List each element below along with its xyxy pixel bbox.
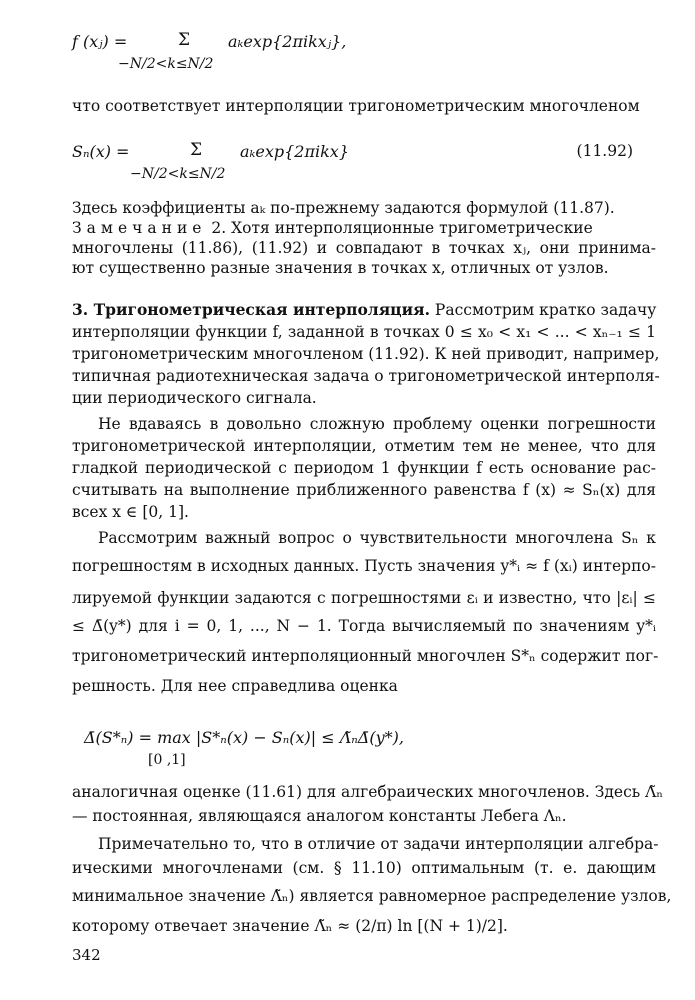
section-heading-rest: Рассмотрим кратко задачу: [434, 301, 657, 319]
text-line: многочлены (11.86), (11.92) и совпадают в точках xⱼ, они принима-: [72, 239, 656, 257]
text-line: погрешностям в исходных данных. Пусть значения y*ᵢ ≈ f (xᵢ) интерпо-: [72, 557, 656, 575]
text-line: аналогичная оценке (11.61) для алгебраических многочленов. Здесь Λ̃ₙ: [72, 783, 664, 801]
equation-sn-limits: −N/2<k≤N/2: [130, 166, 226, 182]
text-line: минимальное значение Λ̃ₙ) является равномерное распределение узлов,: [72, 887, 672, 905]
section-heading-line: [72, 300, 656, 320]
text-line: всех x ∈ [0, 1].: [72, 503, 189, 521]
text-line: считывать на выполнение приближенного равенства f (x) ≈ Sₙ(x) для: [72, 481, 656, 499]
text-line: что соответствует интерполяции тригонометрическим многочленом: [72, 97, 640, 115]
text-line: ют существенно разные значения в точках x, отличных от узлов.: [72, 259, 609, 277]
equation-sn-rhs: aₖexp{2πikx}: [240, 142, 349, 161]
text-line: которому отвечает значение Λ̃ₙ ≈ (2/π) ln [(N + 1)/2].: [72, 917, 508, 935]
text-line: гладкой периодической с периодом 1 функции f есть основание рас-: [72, 459, 656, 477]
text-line: ≤ Δ̄(y*) для i = 0, 1, ..., N − 1. Тогда вычисляемый по значениям y*ᵢ: [72, 617, 656, 635]
remark-rest: 2. Хотя интерполяционные: [211, 219, 435, 237]
estimate-equation: Δ̄(S*ₙ) = max |S*ₙ(x) − Sₙ(x)| ≤ Λ̃ₙΔ̄(y*),: [84, 728, 404, 747]
text-line: Не вдаваясь в довольно сложную проблему оценки погрешности: [98, 415, 656, 433]
text-line: типичная радиотехническая задача о тригонометрической интерполя-: [72, 367, 660, 385]
remark-tail: тригометрические: [439, 219, 593, 237]
text-line: лируемой функции задаются с погрешностями εᵢ и известно, что |εᵢ| ≤: [72, 589, 656, 607]
estimate-equation-limits: [0 ,1]: [148, 752, 186, 768]
text-line: ции периодического сигнала.: [72, 389, 317, 407]
equation-sn-sigma: Σ: [190, 140, 203, 160]
equation-f-limits: −N/2<k≤N/2: [118, 56, 214, 72]
equation-f-sigma: Σ: [178, 30, 191, 50]
remark-word: Замечание: [72, 219, 207, 237]
text-line: — постоянная, являющаяся аналогом константы Лебега Λₙ.: [72, 807, 567, 825]
remark-line: [72, 218, 656, 238]
page-number: 342: [72, 946, 101, 964]
text-line: Здесь коэффициенты aₖ по-прежнему задаются формулой (11.87).: [72, 199, 615, 217]
text-line: ическими многочленами (см. § 11.10) оптимальным (т. е. дающим: [72, 859, 656, 877]
text-line: Рассмотрим важный вопрос о чувствительности многочлена Sₙ к: [98, 529, 656, 547]
equation-sn-lhs: Sₙ(x) =: [72, 142, 130, 161]
text-line: интерполяции функции f, заданной в точках 0 ≤ x₀ < x₁ < ... < xₙ₋₁ ≤ 1: [72, 323, 656, 341]
text-line: тригонометрической интерполяции, отметим тем не менее, что для: [72, 437, 656, 455]
text-line: тригонометрический интерполяционный многочлен S*ₙ содержит пог-: [72, 647, 659, 665]
equation-f-rhs: aₖexp{2πikxⱼ},: [228, 32, 347, 51]
text-line: Примечательно то, что в отличие от задачи интерполяции алгебра-: [98, 835, 659, 853]
equation-f-lhs: f (xⱼ) =: [72, 32, 128, 51]
text-line: тригонометрическим многочленом (11.92). К ней приводит, например,: [72, 345, 660, 363]
section-heading: 3. Тригонометрическая интерполяция.: [72, 300, 430, 319]
text-line: решность. Для нее справедлива оценка: [72, 677, 398, 695]
equation-number: (11.92): [576, 142, 633, 160]
